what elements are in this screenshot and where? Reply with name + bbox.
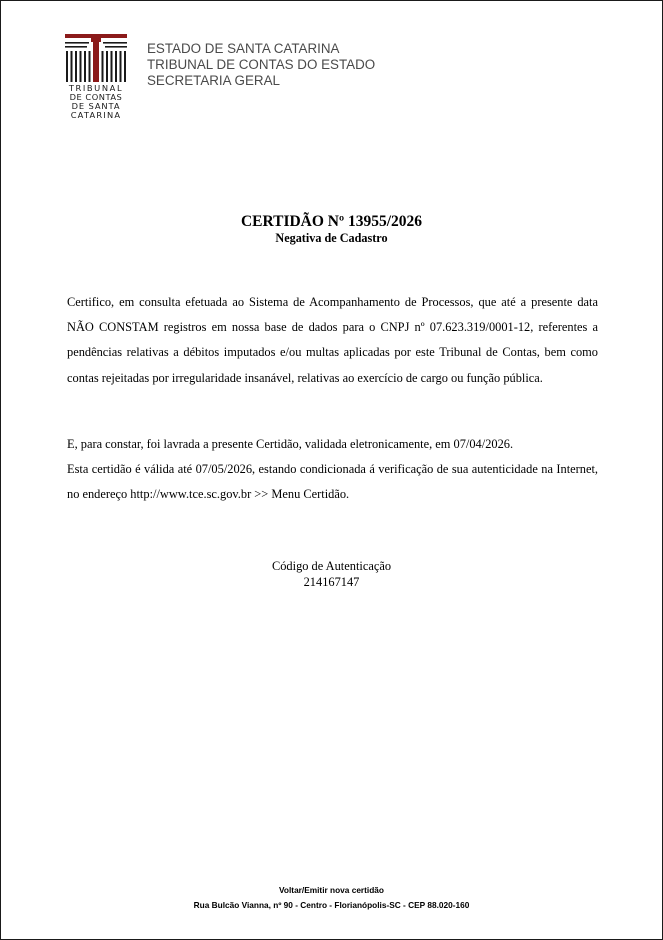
logo-text-line3: DE SANTA [71, 101, 121, 111]
certificate-subtitle: Negativa de Cadastro [275, 231, 388, 245]
issue-new-certificate-link[interactable]: Voltar/Emitir nova certidão [279, 885, 384, 895]
header-state: ESTADO DE SANTA CATARINA [147, 41, 340, 56]
certificate-body-paragraph: Certifico, em consulta efetuada ao Sistema de Acompanhamento de Processos, que até a presente data NÃO CONSTAM registros em nossa base de dados para o CNPJ nº 07.623.319/0001-12, referentes a pendências relativas a débitos imputados e/ou multas aplicadas por este Tribunal de Contas, bem como contas rejeitadas por irregularidade insanável, relativas ao exercício de cargo ou função pública. [67, 295, 598, 385]
certificate-title-block [1, 213, 662, 246]
logo-text-line2: DE CONTAS [69, 92, 123, 102]
logo-text-line1: TRIBUNAL [68, 83, 124, 93]
header-tribunal: TRIBUNAL DE CONTAS DO ESTADO [147, 56, 376, 72]
tribunal-columns-icon [63, 34, 129, 84]
issuance-statement: E, para constar, foi lavrada a presente Certidão, validada eletronicamente, em 07/04/2026. [67, 437, 514, 451]
authentication-block [1, 558, 662, 590]
footer-address: Rua Bulcão Vianna, nº 90 - Centro - Florianópolis-SC - CEP 88.020-160 [193, 900, 470, 910]
authentication-code: 214167147 [303, 575, 360, 589]
tce-sc-logo [63, 34, 129, 126]
certificate-title: CERTIDÃO Nº 13955/2026 [240, 213, 423, 230]
logo-text-line4: CATARINA [70, 110, 122, 120]
institution-header [147, 41, 375, 88]
validity-statement: Esta certidão é válida até 07/05/2026, estando condicionada á verificação de sua autenticidade na Internet, no endereço http://www.tce.sc.gov.br >> Menu Certidão. [67, 462, 598, 502]
header-secretariat: SECRETARIA GERAL [147, 72, 280, 88]
certificate-validity-block [67, 432, 598, 508]
authentication-label: Código de Autenticação [271, 559, 392, 573]
